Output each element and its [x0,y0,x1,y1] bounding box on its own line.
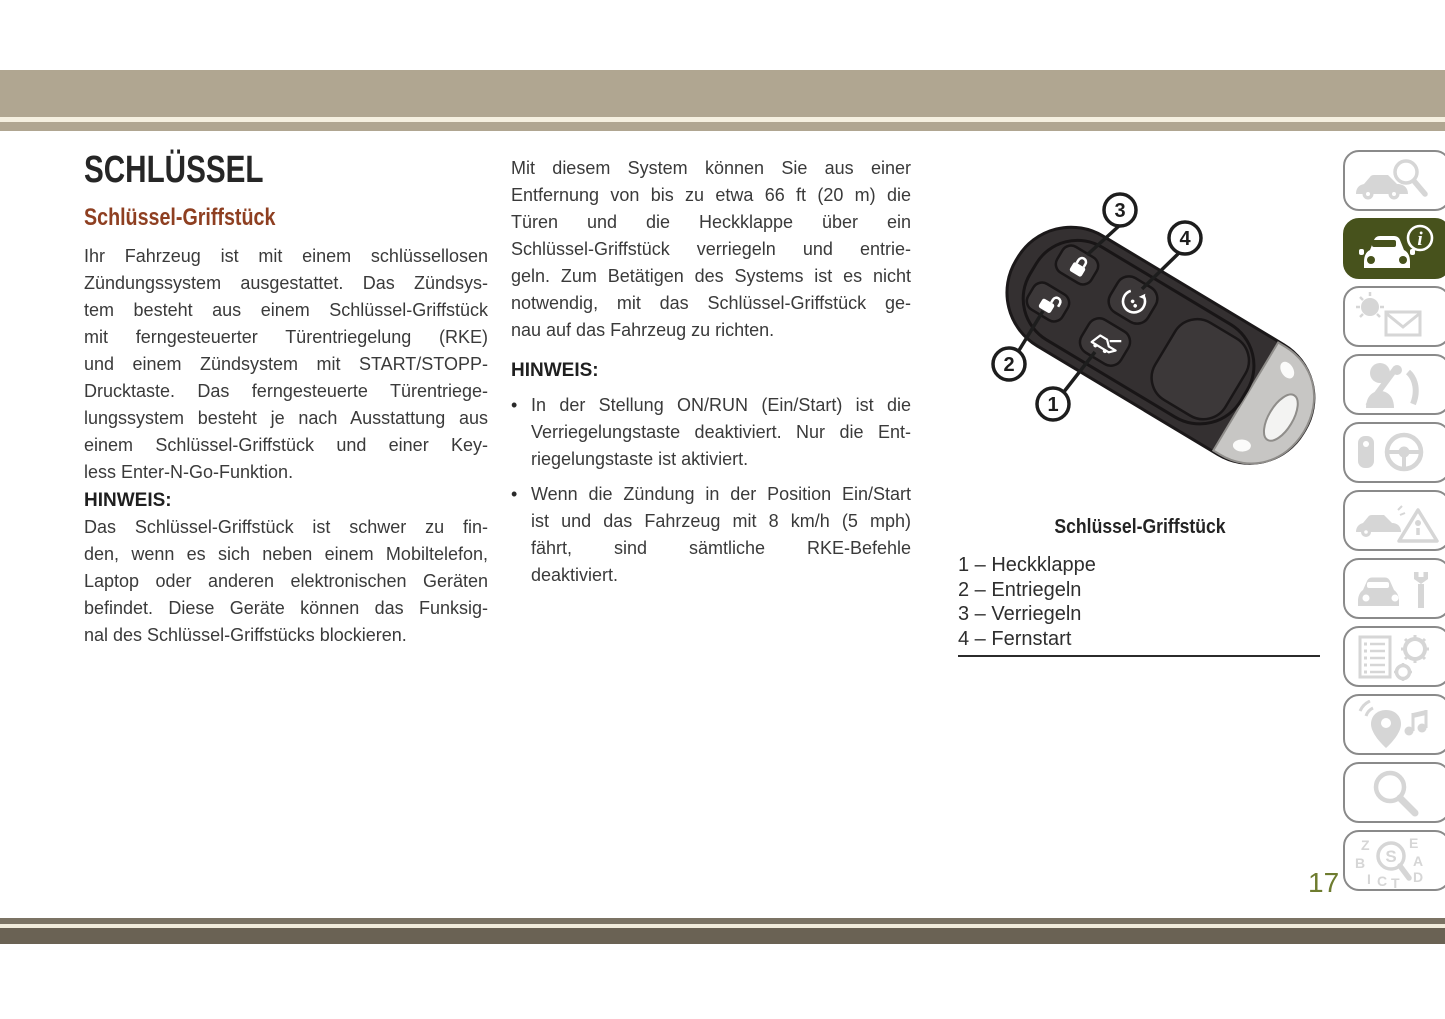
sidebar-tab-technical-specifications[interactable] [1343,626,1445,687]
list-item [511,481,911,589]
page-title: SCHLÜSSEL [84,149,264,191]
callout-4: 4 [1179,228,1191,250]
specs-list-gears-icon [1352,632,1445,684]
key-steering-wheel-icon [1352,428,1445,480]
note-paragraph: Das Schlüssel-Griffstück ist schwer zu fin- den, wenn es sich neben einem Mobiltelefon, Laptop oder anderen elektronischen Geräten befindet. Diese Geräte können das Funksig- nal des Schlüssel-Griffstücks blockieren. [84,517,488,645]
bullet-text: Wenn die Zündung in der Position Ein/Start ist und das Fahrzeug mit 8 km/h (5 mph) fährt, sind sämtliche RKE-Befehle deaktiviert. [531,484,911,585]
car-magnifier-icon [1352,156,1445,208]
legend-item: 2 – Entriegeln [958,578,1082,601]
sidebar-tab-multimedia[interactable] [1343,694,1445,755]
legend-divider [958,655,1320,657]
intro-paragraph: Ihr Fahrzeug ist mit einem schlüssellosen Zündungssystem ausgestattet. Das Zündsys- tem besteht aus einem Schlüssel-Griffstück mit ferngesteuerter Türentriegelung (RKE) und einem Zündsystem mit START/STOPP- Drucktaste. Das ferngesteuerte Türentriege- lungssystem besteht je nach Ausstattung aus einem Schlüssel-Griffstück und einer Key- less Enter-N-Go-Funktion. [84,246,488,482]
sidebar-tab-instrument-panel[interactable] [1343,286,1445,347]
index-letter: T [1391,875,1400,891]
index-letter: I [1367,871,1371,887]
sidebar-tab-getting-to-know-your-vehicle[interactable] [1343,218,1445,279]
sidebar-tab-vehicle-overview[interactable] [1343,150,1445,211]
figure-caption: Schlüssel-Griffstück [1054,516,1226,538]
multimedia-pin-music-icon [1352,700,1445,752]
legend-item: 1 – Heckklappe [958,554,1096,576]
legend-item: 4 – Fernstart [958,627,1072,650]
header-band [0,70,1445,117]
legend-item: 3 – Verriegeln [958,603,1082,625]
index-letter: C [1377,873,1388,889]
key-fob-figure [960,170,1330,500]
sidebar-tab-in-case-of-emergency[interactable] [1343,490,1445,551]
seatbelt-person-icon [1352,360,1445,412]
index-letter: B [1355,855,1366,871]
sidebar-tab-starting-and-operating[interactable] [1343,422,1445,483]
bullet-marker: • [511,395,518,415]
list-item [511,392,911,473]
index-center-letter: S [1385,847,1397,866]
left-column [84,150,488,649]
section-subtitle: Schlüssel-Griffstück [84,204,276,231]
sidebar-tab-safety[interactable] [1343,354,1445,415]
system-paragraph: Mit diesem System können Sie aus einer Entfernung von bis zu etwa 66 ft (20 m) die Türen und die Heckklappe über ein Schlüssel-Griffstück verriegeln und entrie- geln. Zum Betätigen des Systems ist es nicht notwendig, mit das Schlüssel-Griffstück ge- nau auf das Fahrzeug zu richten. [511,158,911,340]
car-wrench-icon [1352,564,1445,616]
note-bullet-list [511,392,911,589]
page-number: 17 [1308,867,1340,898]
index-letter: D [1413,869,1424,885]
bullet-marker: • [511,484,518,504]
sidebar-tab-index[interactable] [1343,830,1445,891]
footer-rule-thick [0,928,1445,944]
car-info-icon [1352,224,1445,276]
sidebar-tab-servicing-and-maintenance[interactable] [1343,558,1445,619]
header-band-strip [0,122,1445,131]
index-letter: Z [1361,837,1370,853]
info-i-glyph: i [1417,229,1423,250]
index-letter: A [1413,853,1424,869]
callout-2: 2 [1003,354,1015,376]
index-magnifier-icon [1345,832,1441,889]
magnifier-icon [1352,768,1445,820]
car-warning-triangle-icon [1352,496,1445,548]
sidebar-tab-search[interactable] [1343,762,1445,823]
note-label: HINWEIS: [84,490,172,511]
figure-legend [958,553,1320,651]
index-letter: E [1409,835,1419,851]
callout-3: 3 [1114,200,1126,222]
light-envelope-icon [1352,292,1445,344]
callout-1: 1 [1047,394,1059,416]
key-fob-body [984,204,1330,486]
note-label: HINWEIS: [511,360,599,381]
middle-column [511,155,911,597]
bullet-text: In der Stellung ON/RUN (Ein/Start) ist die Verriegelungstaste deaktiviert. Nur die Ent- riegelungstaste ist aktiviert. [531,395,911,469]
